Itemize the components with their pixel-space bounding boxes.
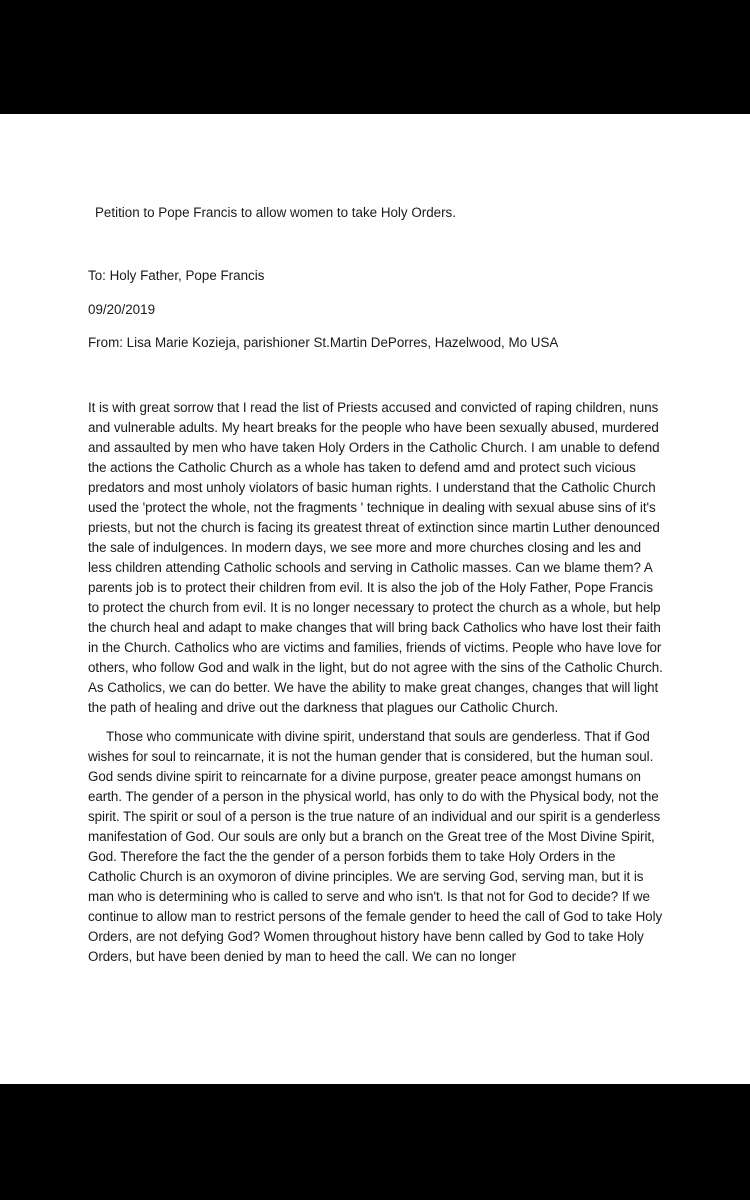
document-page[interactable] [0,114,750,1084]
top-black-bar [0,0,750,114]
addressee-line: To: Holy Father, Pope Francis [88,268,265,283]
petition-title: Petition to Pope Francis to allow women to take Holy Orders. [95,205,456,220]
paragraph-2: Those who communicate with divine spirit, understand that souls are genderless. That if God wishes for soul to reincarnate, it is not the human gender that is considered, but the human soul. God sends divine spirit to reincarnate for a divine purpose, greater peace amongst humans on earth. The gender of a person in the physical world, has only to do with the Physical body, not the spirit. The spirit or soul of a person is the true nature of an individual and our spirit is a genderless manifestation of God. Our souls are only but a branch on the Great tree of the Most Divine Spirit, God. Therefore the fact the the gender of a person forbids them to take Holy Orders in the Catholic Church is an oxymoron of divine principles. We are serving God, serving man, but it is man who is determining who is called to serve and who isn't. Is that not for God to decide? If we continue to allow man to restrict persons of the female gender to heed the call of God to take Holy Orders, are not defying God? Women throughout history have benn called by God to take Holy Orders, but have been denied by man to heed the call. We can no longer [88,729,663,964]
date-line: 09/20/2019 [88,302,156,317]
letter-body [88,398,664,967]
sender-line: From: Lisa Marie Kozieja, parishioner St.Martin DePorres, Hazelwood, Mo USA [88,335,559,350]
bottom-black-bar [0,1084,750,1200]
paragraph-1: It is with great sorrow that I read the list of Priests accused and convicted of raping children, nuns and vulnerable adults. My heart breaks for the people who have been sexually abused, murdered and assaulted by men who have taken Holy Orders in the Catholic Church. I am unable to defend the actions the Catholic Church as a whole has taken to defend amd and protect such vicious predators and most unholy violators of basic human rights. I understand that the Catholic Church used the 'protect the whole, not the fragments ' technique in dealing with sexual abuse sins of it's priests, but not the church is facing its greatest threat of extinction since martin Luther denounced the sale of indulgences. In modern days, we see more and more churches closing and les and less children attending Catholic schools and serving in Catholic masses. Can we blame them? A parents job is to protect their children from evil. It is also the job of the Holy Father, Pope Francis to protect the church from evil. It is no longer necessary to protect the church as a whole, but help the church heal and adapt to make changes that will bring back Catholics who have lost their faith in the Church. Catholics who are victims and families, friends of victims. People who have love for others, who follow God and walk in the light, but do not agree with the sins of the Catholic Church. As Catholics, we can do better. We have the ability to make great changes, changes that will light the path of healing and drive out the darkness that plagues our Catholic Church. [88,400,663,715]
